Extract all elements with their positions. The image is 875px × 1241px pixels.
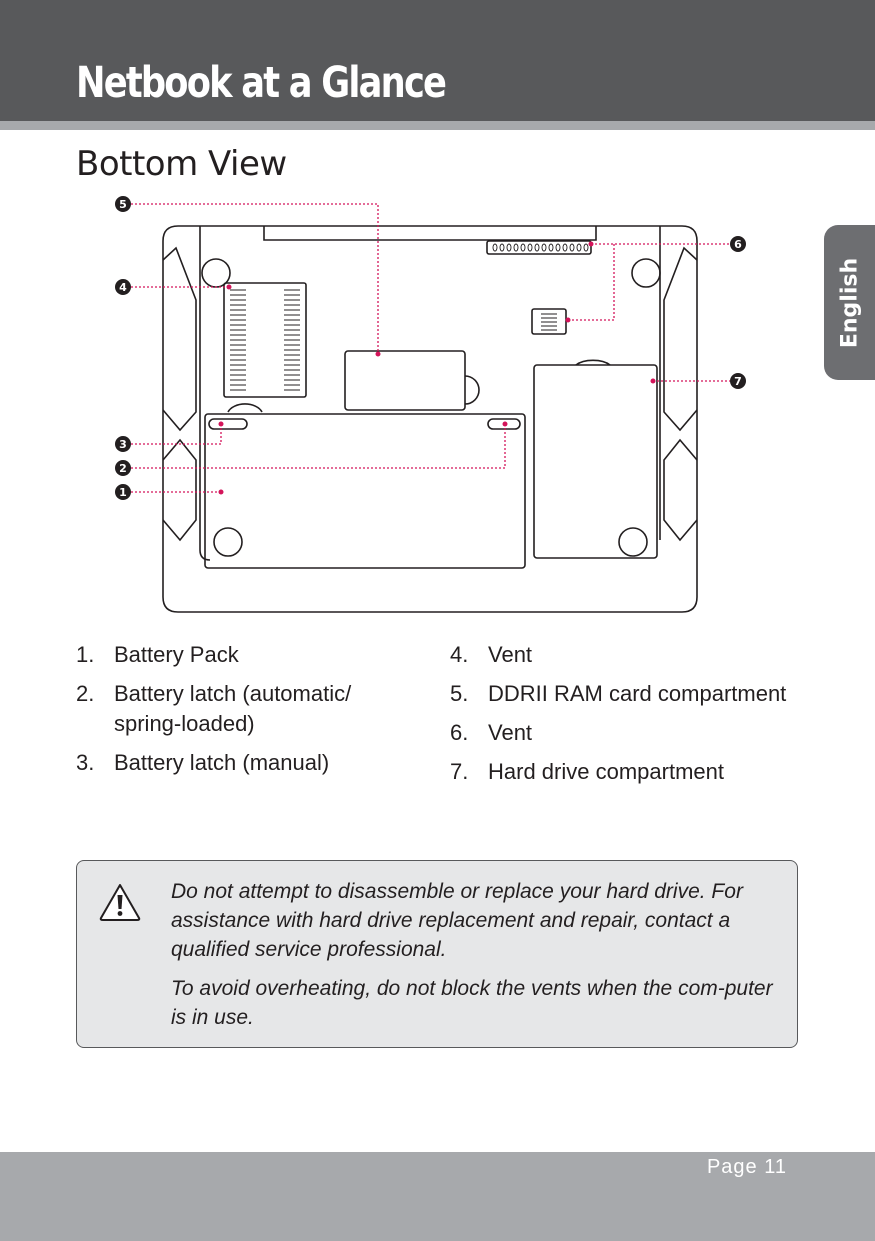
legend-text: Battery Pack [114, 642, 239, 667]
page-number: Page 11 [706, 1156, 787, 1178]
foot-circle [632, 259, 660, 287]
callout-badge-5 [115, 196, 131, 212]
legend-item [76, 640, 386, 670]
callout-badge-3 [115, 436, 131, 452]
legend-item [450, 757, 810, 787]
legend-number: 2. [76, 681, 95, 706]
callout-number-7: 7 [734, 375, 742, 388]
language-tab-label: English [837, 257, 862, 348]
legend-item [76, 679, 386, 739]
foot-circle [214, 528, 242, 556]
legend-text: Hard drive compartment [488, 759, 724, 784]
callout-line-6 [568, 244, 730, 320]
callout-number-5: 5 [119, 198, 127, 211]
legend-number: 7. [450, 759, 469, 784]
legend-list-right [450, 640, 810, 796]
note-text [171, 877, 785, 1042]
manual-latch [209, 419, 247, 429]
legend-item [76, 748, 386, 778]
legend-item [450, 640, 810, 670]
legend-text: DDRII RAM card compartment [488, 681, 787, 706]
right-bottom-foot [664, 440, 697, 540]
header-strip [0, 121, 875, 130]
hinge-bar [264, 226, 596, 240]
callout-number-6: 6 [734, 238, 742, 251]
legend-text: Vent [488, 642, 533, 667]
callout-badge-1 [115, 484, 131, 500]
left-top-foot [163, 248, 196, 430]
warning-note [76, 860, 798, 1048]
callout-badge-6 [730, 236, 746, 252]
note-paragraph: Do not attempt to disassemble or replace your hard drive. For assistance with hard drive replacement and repair, contact a qualiﬁed service professional. [171, 880, 743, 961]
legend-number: 1. [76, 642, 95, 667]
callout-number-4: 4 [119, 281, 127, 294]
callout-badge-4 [115, 279, 131, 295]
language-tab [824, 225, 875, 380]
left-bottom-foot [163, 440, 196, 540]
legend-number: 6. [450, 720, 469, 745]
page-title: Netbook at a Glance [76, 58, 446, 108]
legend-item [450, 718, 810, 748]
callout-number-1: 1 [119, 486, 127, 499]
ram-compartment [345, 351, 465, 410]
legend-text: Vent [488, 720, 533, 745]
note-paragraph: To avoid overheating, do not block the vents when the com-puter is in use. [171, 977, 773, 1029]
battery-pack [205, 414, 525, 568]
callout-number-2: 2 [119, 462, 127, 475]
legend-number: 4. [450, 642, 469, 667]
section-title: Bottom View [76, 144, 287, 184]
legend-number: 5. [450, 681, 469, 706]
legend-item [450, 679, 810, 709]
callout-badge-2 [115, 460, 131, 476]
callout-badge-7 [730, 373, 746, 389]
right-top-foot [664, 248, 697, 430]
netbook-bottom-view-diagram [100, 190, 742, 620]
legend-text: Battery latch (manual) [114, 750, 330, 775]
legend-list-left [76, 640, 386, 787]
warning-icon [99, 883, 141, 921]
callout-line-2 [131, 424, 505, 468]
callout-number-3: 3 [119, 438, 127, 451]
legend-number: 3. [76, 750, 95, 775]
foot-circle [619, 528, 647, 556]
legend-text: Battery latch (automatic/ spring-loaded) [114, 681, 352, 736]
callout-line-3 [131, 424, 221, 444]
